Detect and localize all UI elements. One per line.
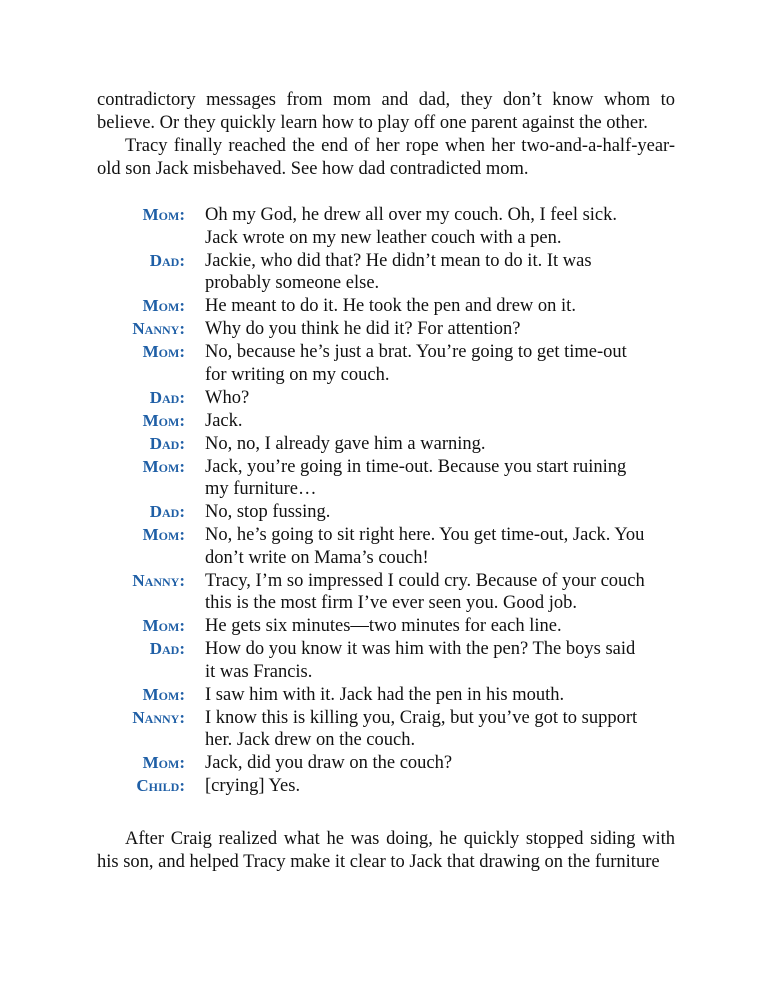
speaker-label: Mom: (142, 205, 185, 224)
speech-text: Jack, did you draw on the couch? (205, 753, 453, 773)
dialogue-line (97, 318, 675, 341)
page-content (97, 89, 675, 874)
speech-text: [crying] Yes. (205, 776, 301, 796)
dialogue-line (97, 752, 675, 775)
speaker-label: Mom: (142, 410, 185, 430)
speech-text: Jackie, who did that? He didn’t mean to do it. It was probably someone else. (205, 250, 592, 293)
dialogue-line (97, 204, 675, 249)
speaker-label: Nanny: (132, 570, 185, 590)
dialogue-line (97, 456, 675, 501)
dialogue-line (97, 387, 675, 410)
dialogue-line (97, 341, 675, 386)
dialogue-transcript (97, 204, 675, 798)
speaker-label: Child: (136, 776, 185, 795)
dialogue-line (97, 615, 675, 638)
speaker-label: Mom: (142, 616, 185, 635)
speaker-label: Dad: (149, 433, 185, 453)
dialogue-line (97, 775, 675, 798)
speech-text: How do you know it was him with the pen? The boys said it was Francis. (205, 639, 636, 682)
speaker-label: Dad: (149, 250, 185, 270)
speech-text: Why do you think he did it? For attention? (205, 319, 521, 339)
speech-text: No, no, I already gave him a warning. (205, 433, 486, 454)
speaker-label: Mom: (142, 753, 185, 772)
speaker-label: Nanny: (132, 319, 185, 338)
speech-text: No, because he’s just a brat. You’re going to get time-out for writing on my couch. (205, 342, 627, 385)
speaker-label: Nanny: (132, 707, 185, 727)
dialogue-line (97, 684, 675, 707)
speech-text: I know this is killing you, Craig, but you’ve got to support her. Jack drew on the couch. (205, 707, 638, 750)
speaker-label: Dad: (149, 639, 185, 658)
speech-text: He gets six minutes—two minutes for each line. (205, 616, 562, 636)
dialogue-line (97, 638, 675, 683)
dialogue-line (97, 524, 675, 569)
speaker-label: Dad: (149, 387, 185, 407)
dialogue-line (97, 295, 675, 318)
closing-paragraph: After Craig realized what he was doing, he quickly stopped siding with his son, and helped Tracy make it clear to Jack that drawing on the furniture (97, 828, 675, 872)
dialogue-line (97, 570, 675, 615)
dialogue-line (97, 433, 675, 456)
dialogue-line (97, 410, 675, 433)
speech-text: I saw him with it. Jack had the pen in his mouth. (205, 684, 565, 705)
speech-text: Tracy, I’m so impressed I could cry. Because of your couch this is the most firm I’ve ever seen you. Good job. (205, 570, 645, 613)
speaker-label: Mom: (142, 684, 185, 704)
intro-paragraph-1: contradictory messages from mom and dad, they don’t know whom to believe. Or they quickly learn how to play off one parent against the other. (97, 90, 675, 133)
speaker-label: Mom: (142, 342, 185, 361)
speech-text: No, stop fussing. (205, 502, 331, 522)
dialogue-line (97, 707, 675, 752)
speaker-label: Mom: (142, 296, 185, 315)
speech-text: Oh my God, he drew all over my couch. Oh, I feel sick. Jack wrote on my new leather couch with a pen. (205, 205, 618, 248)
speech-text: Who? (205, 387, 250, 408)
speaker-label: Mom: (142, 525, 185, 544)
speech-text: Jack. (205, 410, 243, 431)
speaker-label: Dad: (149, 502, 185, 521)
speech-text: Jack, you’re going in time-out. Because you start ruining my furniture… (205, 456, 627, 499)
speaker-label: Mom: (142, 456, 185, 476)
intro-paragraph-2: Tracy finally reached the end of her rope when her two-and-a-half-year-old son Jack misbehaved. See how dad contradicted mom. (97, 136, 675, 179)
dialogue-line (97, 501, 675, 524)
speech-text: No, he’s going to sit right here. You get time-out, Jack. You don’t write on Mama’s couch! (205, 525, 645, 568)
speech-text: He meant to do it. He took the pen and drew on it. (205, 296, 576, 316)
dialogue-line (97, 250, 675, 295)
